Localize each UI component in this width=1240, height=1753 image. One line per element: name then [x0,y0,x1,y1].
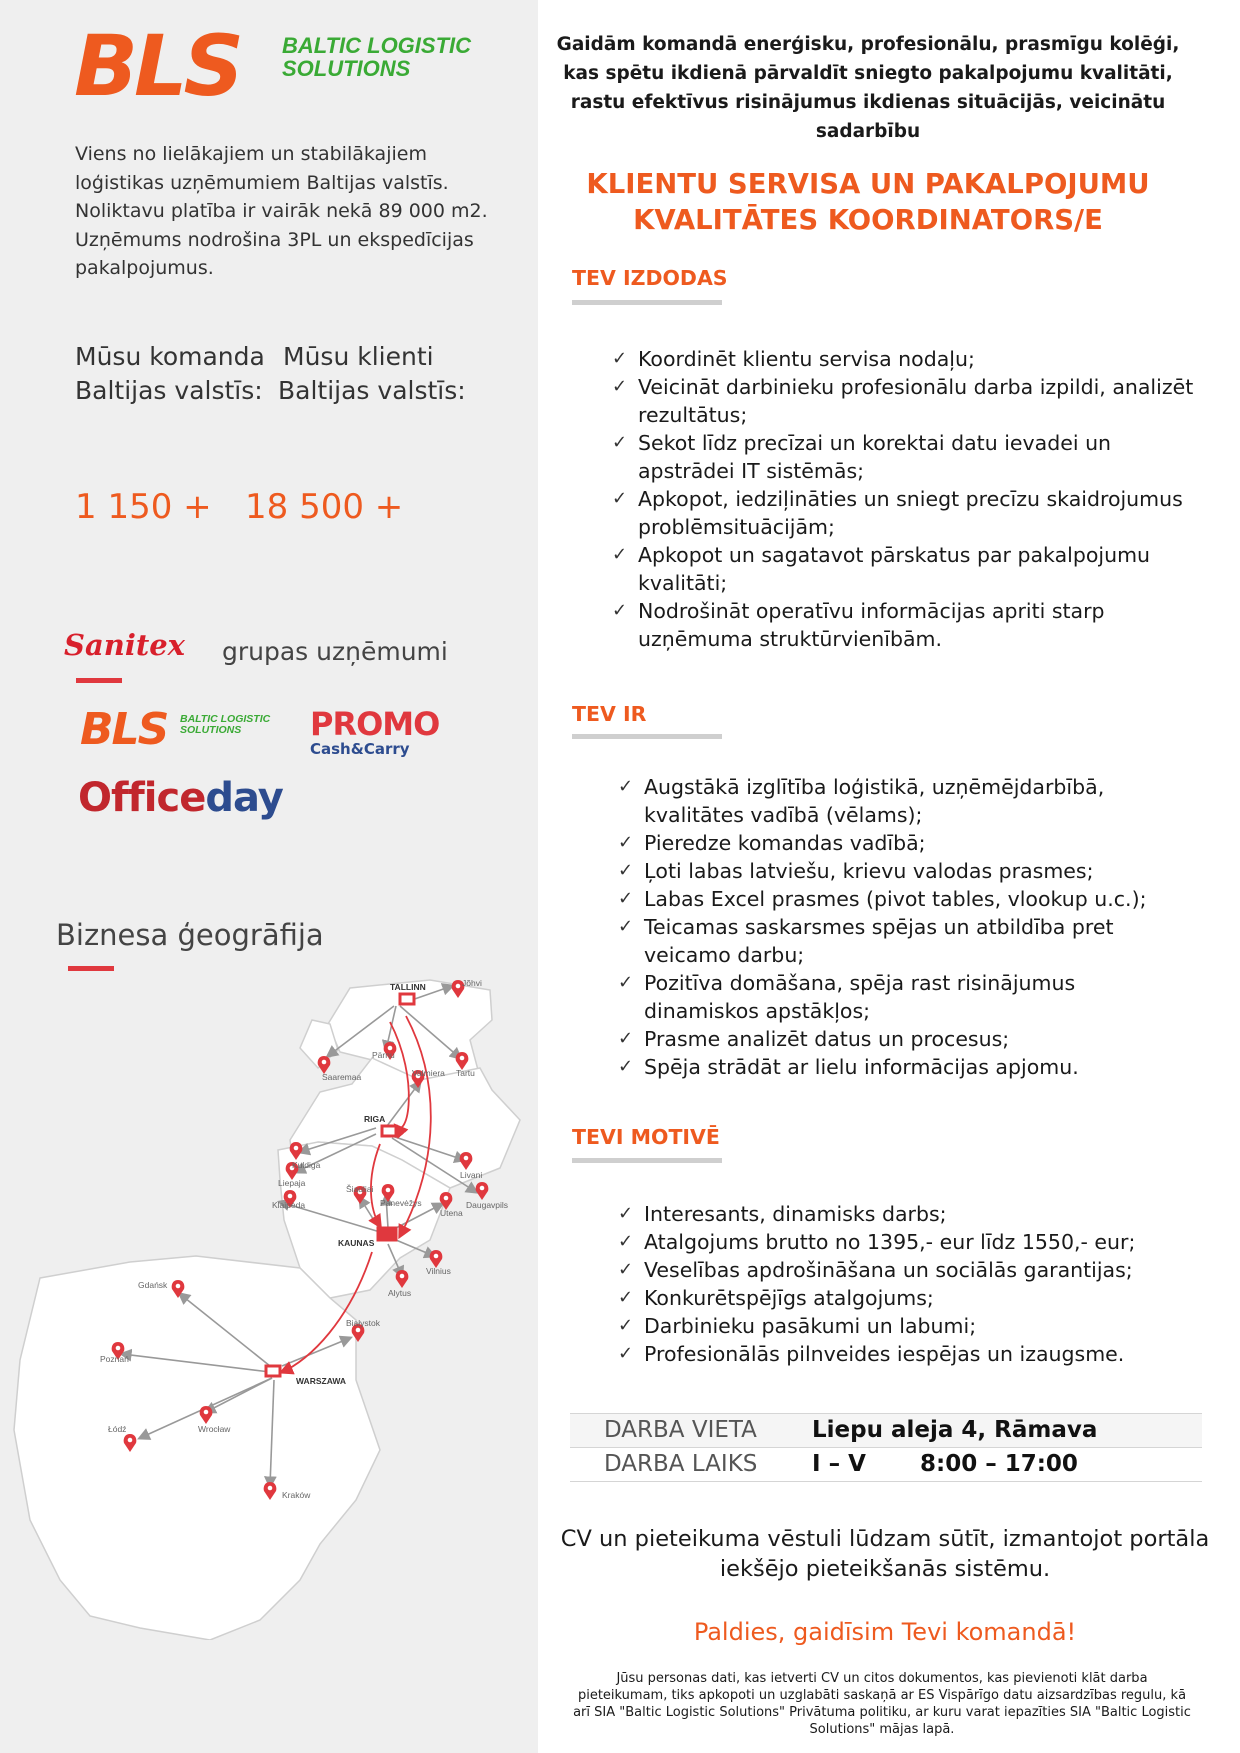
checkmark-icon: ✓ [618,1028,634,1049]
list-item [608,541,1208,597]
requirements-divider [572,734,722,739]
benefits-heading: TEVI MOTIVĒ [572,1125,720,1149]
checkmark-icon: ✓ [612,376,628,397]
map-label-city: Alytus [388,1288,412,1298]
list-item [608,597,1208,653]
checkmark-icon: ✓ [612,488,628,509]
checkmark-icon: ✓ [618,1343,634,1364]
map-label-city: Šiauliai [346,1184,374,1194]
bls-logo-letters: BLS [74,17,241,115]
list-item-text: Augstākā izglītība loģistikā, uzņēmējdarbībā, kvalitātes vadībā (vēlams); [644,775,1105,827]
checkmark-icon: ✓ [618,1287,634,1308]
duties-divider [572,300,722,305]
duties-list [608,345,1208,653]
map-label-city: Wrocław [198,1424,231,1434]
map-label-city: Tartu [456,1068,475,1078]
checkmark-icon: ✓ [618,972,634,993]
list-item [608,429,1208,485]
bls-group-tagline [180,714,270,736]
list-item [614,1025,1174,1053]
list-item [614,885,1174,913]
list-item-text: Darbinieku pasākumi un labumi; [644,1314,977,1338]
list-item [614,829,1174,857]
checkmark-icon: ✓ [618,1259,634,1280]
work-place-value: Liepu aleja 4, Rāmava [812,1417,1098,1443]
work-hours-time: 8:00 – 17:00 [920,1451,1078,1477]
officeday-part1: Office [78,775,206,821]
list-item-text: Prasme analizēt datus un procesus; [644,1027,1010,1051]
thanks-message: Paldies, gaidīsim Tevi komandā! [693,1618,1077,1646]
list-item-text: Atalgojums brutto no 1395,- eur līdz 1550,- eur; [644,1230,1136,1254]
map-label-hub: RIGA [364,1114,386,1124]
map-label-city: Łódź [108,1424,127,1434]
work-place-label: DARBA VIETA [604,1417,757,1443]
checkmark-icon: ✓ [618,1056,634,1077]
list-item-text: Apkopot, iedziļināties un sniegt precīzu skaidrojumus problēmsituācijām; [638,487,1183,539]
checkmark-icon: ✓ [618,1203,634,1224]
bls-logo-tagline [282,34,471,80]
checkmark-icon: ✓ [618,1315,634,1336]
promo-subtitle: Cash&Carry [310,740,410,758]
promo-title: PROMO [310,705,440,743]
map-label-city: Valmiera [412,1068,445,1078]
map-label-hub: WARSZAWA [296,1376,347,1386]
work-hours-row [570,1448,1202,1482]
checkmark-icon: ✓ [612,432,628,453]
checkmark-icon: ✓ [618,776,634,797]
map-label-city: Kraków [282,1490,311,1500]
officeday-part2: day [205,775,283,821]
map-label-city: Jõhvi [462,978,482,988]
list-item-text: Sekot līdz precīzai un korektai datu ievadei un apstrādei IT sistēmās; [638,431,1112,483]
list-item [614,857,1174,885]
duties-heading: TEV IZDODAS [572,266,728,290]
group-divider [76,678,122,683]
requirements-list [614,773,1174,1081]
list-item [614,1284,1204,1312]
bls-group-logo [80,704,280,758]
checkmark-icon: ✓ [618,1231,634,1252]
job-title [548,166,1188,238]
team-stat [75,340,265,408]
list-item-text: Ļoti labas latviešu, krievu valodas prasmes; [644,859,1094,883]
list-item [614,1053,1174,1081]
bls-group-letters: BLS [80,704,168,755]
company-description: Viens no lielākajiem un stabilākajiem loģistikas uzņēmumiem Baltijas valstīs. Noliktavu platība ir vairāk nekā 89 000 m2. Uzņēmums nodrošina 3PL un ekspedīcijas pakalpojumus. [75,143,488,279]
bls-tagline-line1: BALTIC LOGISTIC [282,33,472,58]
team-value: 1 150 + [75,487,212,527]
officeday-logo [78,775,283,821]
list-item-text: Veselības apdrošināšana un sociālās garantijas; [644,1258,1133,1282]
business-map [0,960,538,1640]
map-label-city: Poznań [100,1354,129,1364]
map-label-city: Pärnu [372,1050,395,1060]
list-item-text: Spēja strādāt ar lielu informācijas apjomu. [644,1055,1079,1079]
checkmark-icon: ✓ [618,860,634,881]
map-label-city: Kuldiga [292,1160,321,1170]
job-title-line1: KLIENTU SERVISA UN PAKALPOJUMU [586,168,1150,200]
promo-logo [310,705,440,758]
job-title-line2: KVALITĀTES KOORDINATORS/E [633,204,1103,236]
clients-label: Mūsu klienti [283,342,434,371]
list-item [608,373,1208,429]
bls-tagline-line2: SOLUTIONS [282,56,411,81]
bls-group-tag-line2: SOLUTIONS [180,724,242,736]
list-item-text: Pozitīva domāšana, spēja rast risinājumus dinamiskos apstākļos; [644,971,1076,1023]
map-label-city: Klaipėda [272,1200,306,1210]
map-label-city: Daugavpils [466,1200,509,1210]
map-label-city: Liepaja [278,1178,306,1188]
map-label-city: Białystok [346,1318,381,1328]
map-label-city: Panevėžys [380,1198,422,1208]
list-item-text: Profesionālās pilnveides iespējas un izaugsme. [644,1342,1125,1366]
list-item-text: Nodrošināt operatīvu informācijas apriti starp uzņēmuma struktūrvienībām. [638,599,1105,651]
list-item-text: Teicamas saskarsmes spējas un atbildība pret veicamo darbu; [644,915,1114,967]
work-hours-days: I – V [812,1451,866,1477]
list-item [614,1340,1204,1368]
list-item [614,1256,1204,1284]
list-item [614,773,1174,829]
clients-label-region: Baltijas valstīs: [278,376,466,405]
checkmark-icon: ✓ [612,348,628,369]
list-item-text: Apkopot un sagatavot pārskatus par pakalpojumu kvalitāti; [638,543,1151,595]
work-place-row [570,1414,1202,1448]
map-label-city: Saaremaa [322,1072,362,1082]
benefits-list [614,1200,1204,1368]
list-item-text: Interesants, dinamisks darbs; [644,1202,947,1226]
clients-stat [278,340,466,408]
bls-logo [74,17,494,115]
list-item [614,913,1174,969]
checkmark-icon: ✓ [618,916,634,937]
list-item [614,969,1174,1025]
benefits-divider [572,1158,722,1163]
list-item [614,1312,1204,1340]
cv-instructions: CV un pieteikuma vēstuli lūdzam sūtīt, izmantojot portāla iekšējo pieteikšanās sistēmu. [560,1526,1210,1582]
work-hours-label: DARBA LAIKS [604,1451,758,1477]
map-label-city: Livani [460,1170,483,1180]
map-label-hub: KAUNAS [338,1238,375,1248]
bls-group-tag-line1: BALTIC LOGISTIC [180,713,271,725]
list-item [614,1200,1204,1228]
map-label-city: Utena [440,1208,463,1218]
checkmark-icon: ✓ [612,600,628,621]
checkmark-icon: ✓ [618,832,634,853]
list-item [608,485,1208,541]
map-label-city: Gdańsk [138,1280,168,1290]
requirements-heading: TEV IR [572,702,647,726]
list-item-text: Labas Excel prasmes (pivot tables, vlookup u.c.); [644,887,1147,911]
list-item-text: Pieredze komandas vadībā; [644,831,926,855]
list-item-text: Konkurētspējīgs atalgojums; [644,1286,934,1310]
checkmark-icon: ✓ [612,544,628,565]
left-panel [0,0,538,1753]
gdpr-notice: Jūsu personas dati, kas ietverti CV un citos dokumentos, kas pievienoti klāt darba pieteikumam, tiks apkopoti un uzglabāti saskaņā ar ES Vispārīgo datu aizsardzības regulu, kā arī SIA "Baltic Logistic Solutions" Privātuma politiku, ar kuru varat iepazīties SIA "Baltic Logistic Solutions" mājas lapā. [573,1671,1191,1737]
checkmark-icon: ✓ [618,888,634,909]
team-label: Mūsu komanda [75,342,265,371]
list-item-text: Veicināt darbinieku profesionālu darba izpildi, analizēt rezultātus; [638,375,1194,427]
clients-value: 18 500 + [245,487,404,527]
sanitex-logo: Sanitex [64,628,185,662]
list-item-text: Koordinēt klientu servisa nodaļu; [638,347,975,371]
group-companies-label: grupas uzņēmumi [222,637,448,666]
list-item [614,1228,1204,1256]
intro-text: Gaidām komandā enerģisku, profesionālu, prasmīgu kolēģi, kas spētu ikdienā pārvaldīt sniegto pakalpojumu kvalitāti, rastu efektīvus risinājumus ikdienas situācijās, veicinātu sadarbību [556,34,1180,142]
map-countries [14,980,520,1640]
map-label-city: Vilnius [426,1266,451,1276]
list-item [608,345,1208,373]
geography-title: Biznesa ģeogrāfija [56,918,324,952]
work-info-table [570,1413,1202,1482]
team-label-region: Baltijas valstīs: [75,376,263,405]
map-label-hub: TALLINN [390,982,426,992]
